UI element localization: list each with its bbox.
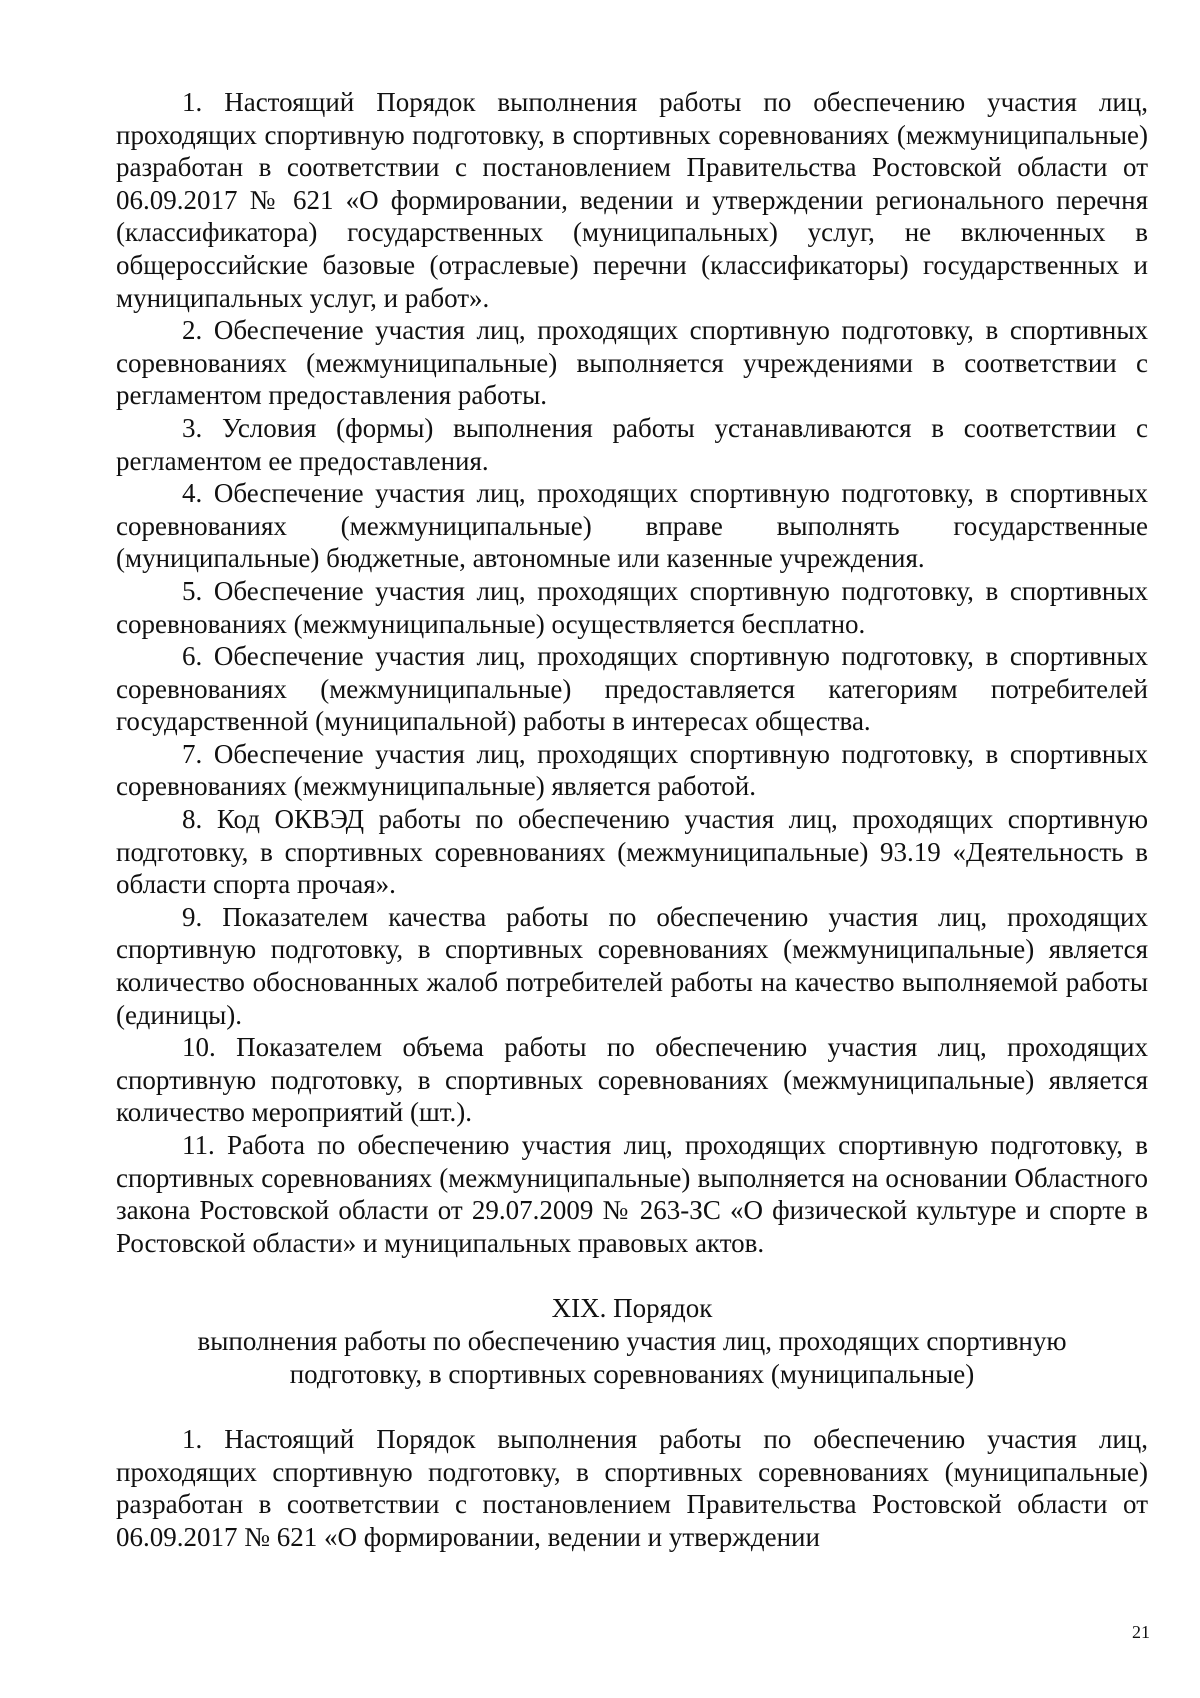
section-heading-title: XIX. Порядок bbox=[551, 1293, 713, 1324]
section-xviii-body bbox=[116, 86, 1148, 1259]
paragraph-4: 4. Обеспечение участия лиц, проходящих спортивную подготовку, в спортивных соревнованиях (межмуниципальные) вправе выполнять государственные (муниципальные) бюджетные, автономные или казенные учреждения. bbox=[116, 478, 1148, 574]
section-heading-subtitle-line-1: выполнения работы по обеспечению участия лиц, проходящих спортивную bbox=[197, 1325, 1067, 1356]
paragraph-3: 3. Условия (формы) выполнения работы устанавливаются в соответствии с регламентом ее предоставления. bbox=[116, 412, 1148, 476]
document-page bbox=[116, 86, 1148, 1554]
paragraph-5: 5. Обеспечение участия лиц, проходящих спортивную подготовку, в спортивных соревнованиях (межмуниципальные) осуществляется бесплатно. bbox=[116, 575, 1148, 639]
paragraph-1: 1. Настоящий Порядок выполнения работы по обеспечению участия лиц, проходящих спортивную подготовку, в спортивных соревнованиях (межмуниципальные) разработан в соответствии с постановлением Правительства Ростовской области от 06.09.2017 № 621 «О формировании, ведении и утверждении регионального перечня (классификатора) государственных (муниципальных) услуг, не включенных в общероссийские базовые (отраслевые) перечни (классификаторы) государственных и муниципальных услуг, и работ». bbox=[116, 87, 1148, 313]
section-xix-body bbox=[116, 1423, 1148, 1553]
paragraph-7: 7. Обеспечение участия лиц, проходящих спортивную подготовку, в спортивных соревнованиях (межмуниципальные) является работой. bbox=[116, 738, 1148, 802]
section-xix-heading bbox=[116, 1292, 1148, 1390]
page-number: 21 bbox=[1132, 1622, 1150, 1642]
paragraph-8: 8. Код ОКВЭД работы по обеспечению участия лиц, проходящих спортивную подготовку, в спортивных соревнованиях (межмуниципальные) 93.19 «Деятельность в области спорта прочая». bbox=[116, 804, 1148, 900]
paragraph-11: 11. Работа по обеспечению участия лиц, проходящих спортивную подготовку, в спортивных соревнованиях (межмуниципальные) выполняется на основании Областного закона Ростовской области от 29.07.2009 № 263-ЗС «О физической культуре и спорте в Ростовской области» и муниципальных правовых актов. bbox=[116, 1130, 1148, 1258]
paragraph-9: 9. Показателем качества работы по обеспечению участия лиц, проходящих спортивную подготовку, в спортивных соревнованиях (межмуниципальные) является количество обоснованных жалоб потребителей работы на качество выполняемой работы (единицы). bbox=[116, 901, 1148, 1030]
section-heading-subtitle-line-2: подготовку, в спортивных соревнованиях (муниципальные) bbox=[289, 1358, 975, 1389]
section-xix-paragraph-1: 1. Настоящий Порядок выполнения работы по обеспечению участия лиц, проходящих спортивную подготовку, в спортивных соревнованиях (муниципальные) разработан в соответствии с постановлением Правительства Ростовской области от 06.09.2017 № 621 «О формировании, ведении и утверждении bbox=[116, 1424, 1148, 1552]
paragraph-10: 10. Показателем объема работы по обеспечению участия лиц, проходящих спортивную подготовку, в спортивных соревнованиях (межмуниципальные) является количество мероприятий (шт.). bbox=[116, 1032, 1148, 1128]
paragraph-6: 6. Обеспечение участия лиц, проходящих спортивную подготовку, в спортивных соревнованиях (межмуниципальные) предоставляется категориям потребителей государственной (муниципальной) работы в интересах общества. bbox=[116, 641, 1148, 737]
paragraph-2: 2. Обеспечение участия лиц, проходящих спортивную подготовку, в спортивных соревнованиях (межмуниципальные) выполняется учреждениями в соответствии с регламентом предоставления работы. bbox=[116, 315, 1148, 411]
